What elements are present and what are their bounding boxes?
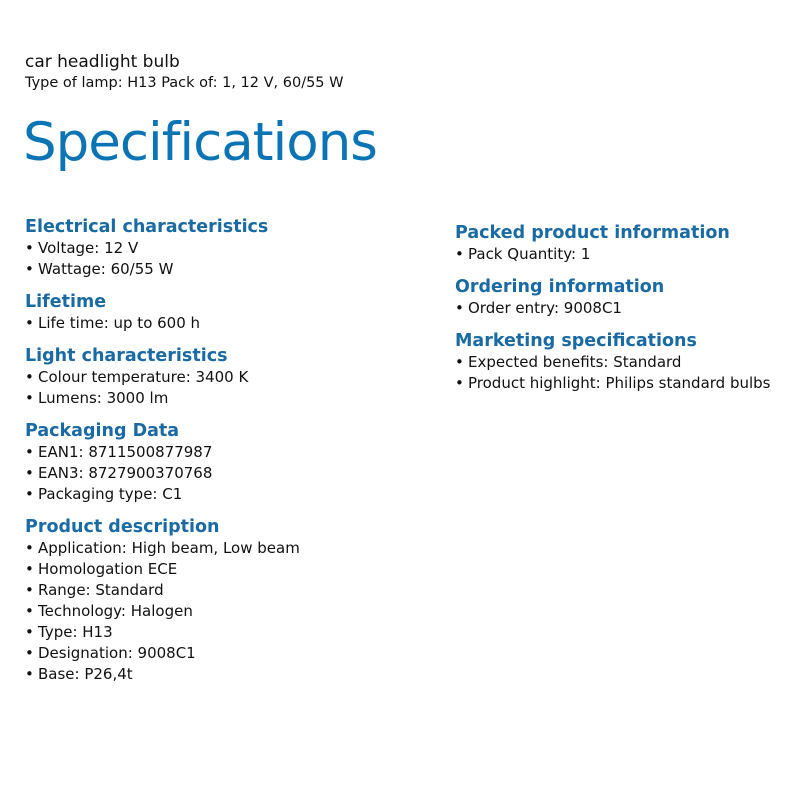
product-name: car headlight bulb: [25, 52, 180, 72]
product-subtitle: Type of lamp: H13 Pack of: 1, 12 V, 60/55 W: [25, 75, 344, 91]
spec-section-lifetime: [25, 291, 425, 334]
spec-item: • Range: Standard: [25, 580, 425, 601]
left-spec-column: [25, 216, 425, 696]
spec-list: [25, 442, 425, 505]
spec-section-packaging: [25, 420, 425, 505]
spec-list: [25, 367, 425, 409]
spec-item: • Voltage: 12 V: [25, 238, 425, 259]
spec-item: • Life time: up to 600 h: [25, 313, 425, 334]
right-spec-column: [455, 222, 795, 405]
spec-item: • Base: P26,4t: [25, 664, 425, 685]
spec-item: • Expected benefits: Standard: [455, 352, 795, 373]
spec-list: [25, 313, 425, 334]
spec-item: • Wattage: 60/55 W: [25, 259, 425, 280]
section-title: Ordering information: [455, 277, 665, 297]
section-title: Lifetime: [25, 292, 107, 312]
spec-list: [25, 538, 425, 685]
section-title: Packed product information: [455, 223, 730, 243]
spec-item: • EAN3: 8727900370768: [25, 463, 425, 484]
spec-item: • Type: H13: [25, 622, 425, 643]
spec-item: • Product highlight: Philips standard bulbs: [455, 373, 795, 394]
spec-item: • Application: High beam, Low beam: [25, 538, 425, 559]
spec-item: • Designation: 9008C1: [25, 643, 425, 664]
spec-item: • Homologation ECE: [25, 559, 425, 580]
section-title: Electrical characteristics: [25, 217, 269, 237]
spec-section-ordering: [455, 276, 795, 319]
section-title: Packaging Data: [25, 421, 180, 441]
spec-item: • Colour temperature: 3400 K: [25, 367, 425, 388]
page-title: Specifications: [23, 112, 377, 173]
section-title: Marketing specifications: [455, 331, 697, 351]
product-header: [25, 51, 343, 93]
spec-section-light: [25, 345, 425, 409]
spec-item: • Order entry: 9008C1: [455, 298, 795, 319]
spec-list: [455, 352, 795, 394]
spec-section-electrical: [25, 216, 425, 280]
section-title: Light characteristics: [25, 346, 228, 366]
spec-section-packed-product: [455, 222, 795, 265]
spec-item: • EAN1: 8711500877987: [25, 442, 425, 463]
spec-list: [455, 298, 795, 319]
spec-item: • Pack Quantity: 1: [455, 244, 795, 265]
spec-list: [455, 244, 795, 265]
spec-item: • Lumens: 3000 lm: [25, 388, 425, 409]
spec-section-marketing: [455, 330, 795, 394]
spec-item: • Packaging type: C1: [25, 484, 425, 505]
spec-section-product-description: [25, 516, 425, 685]
section-title: Product description: [25, 517, 220, 537]
spec-item: • Technology: Halogen: [25, 601, 425, 622]
spec-list: [25, 238, 425, 280]
